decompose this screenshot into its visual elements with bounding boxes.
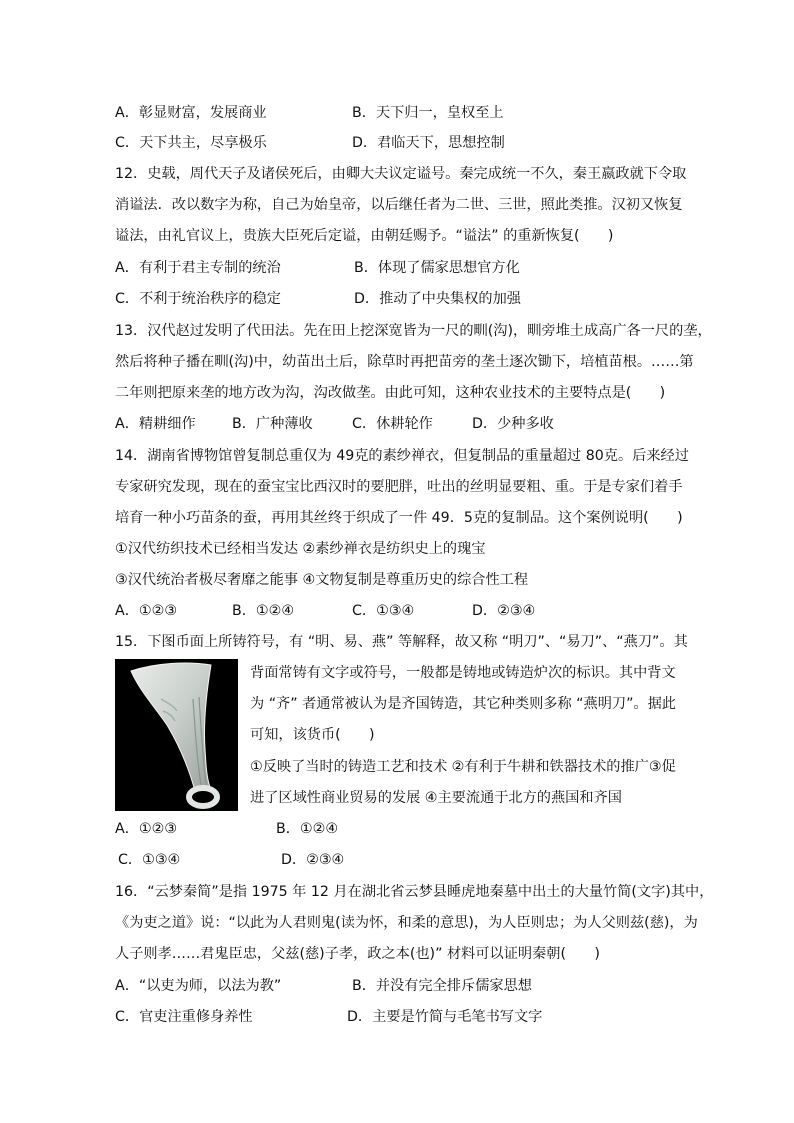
q13-option-c: C．休耕轮作 bbox=[352, 416, 433, 432]
q15-stem-line-1: 15．下图币面上所铸符号，有 “明、易、燕” 等解释，故又称 “明刀”、“易刀”、“燕刀”。其 bbox=[115, 634, 688, 650]
q14-option-c: C．①③④ bbox=[352, 603, 415, 619]
q15-stem-wrap-5: 进了区域性商业贸易的发展 ④主要流通于北方的燕国和齐国 bbox=[250, 790, 622, 806]
q15-option-d: D．②③④ bbox=[281, 852, 345, 868]
q11-option-c: C．天下共主，尽享极乐 bbox=[115, 135, 267, 151]
q13-option-b: B．广种薄收 bbox=[232, 416, 313, 432]
q12-stem-line-2: 消谥法．改以数字为称，自己为始皇帝，以后继任者为二世、三世，照此类推。汉初又恢复 bbox=[115, 197, 683, 213]
q15-option-b: B．①②④ bbox=[276, 821, 339, 837]
q15-option-c: C．①③④ bbox=[118, 852, 181, 868]
q14-option-a: A．①②③ bbox=[115, 603, 178, 619]
q15-stem-wrap-2: 为 “齐” 者通常被认为是齐国铸造，其它种类则多称 “燕明刀”。据此 bbox=[250, 696, 676, 712]
knife-coin-icon bbox=[115, 659, 238, 811]
q11-option-d: D．君临天下，思想控制 bbox=[352, 135, 505, 151]
q12-option-b: B．体现了儒家思想官方化 bbox=[354, 260, 520, 276]
q14-stem-line-1: 14．湖南省博物馆曾复制总重仅为 49克的素纱禅衣，但复制品的重量超过 80克。后来经过 bbox=[115, 448, 689, 464]
q13-stem-line-3: 二年则把原来垄的地方改为沟，沟改做垄。由此可知，这种农业技术的主要特点是( ) bbox=[115, 385, 666, 401]
q11-option-b: B．天下归一，皇权至上 bbox=[352, 105, 504, 121]
q15-stem-wrap-4: ①反映了当时的铸造工艺和技术 ②有利于牛耕和铁器技术的推广③促 bbox=[250, 759, 676, 775]
q14-statement-line-2: ③汉代统治者极尽奢靡之能事 ④文物复制是尊重历史的综合性工程 bbox=[115, 572, 529, 588]
q12-stem-line-1: 12．史载，周代天子及诸侯死后，由卿大夫议定谥号。秦完成统一不久，秦王嬴政就下令取 bbox=[115, 166, 687, 182]
q15-stem-wrap-3: 可知，该货币( ) bbox=[250, 727, 375, 743]
q12-option-c: C．不利于统治秩序的稳定 bbox=[115, 291, 281, 307]
q13-stem-line-1: 13．汉代赵过发明了代田法。先在田上挖深宽皆为一尺的甽(沟)，甽旁堆土成高广各一尺的垄， bbox=[115, 323, 712, 339]
q13-option-a: A．精耕细作 bbox=[115, 416, 196, 432]
q13-stem-line-2: 然后将种子播在甽(沟)中，幼苗出土后，除草时再把苗旁的垄土逐次锄下，培植苗根。……第 bbox=[115, 354, 694, 370]
q13-option-d: D．少种多收 bbox=[472, 416, 554, 432]
q11-option-a: A．彰显财富，发展商业 bbox=[115, 105, 267, 121]
q16-option-b: B．并没有完全排斥儒家思想 bbox=[352, 978, 532, 994]
q16-stem-line-2: 《为吏之道》说：“以此为人君则鬼(读为怀，和柔的意思)，为人臣则忠；为人父则兹(慈)，为 bbox=[115, 915, 698, 931]
q12-stem-line-3: 谥法，由礼官议上，贵族大臣死后定谥，由朝廷赐予。“谥法” 的重新恢复( ) bbox=[115, 228, 614, 244]
q14-stem-line-3: 培育一种小巧苗条的蚕，再用其丝终于织成了一件 49．5克的复制品。这个案例说明( ) bbox=[115, 510, 683, 526]
q14-option-b: B．①②④ bbox=[232, 603, 295, 619]
q16-stem-line-3: 人子则孝……君鬼臣忠，父兹(慈)子孝，政之本(也)” 材料可以证明秦朝( ) bbox=[115, 946, 600, 962]
q16-option-c: C．官吏注重修身养性 bbox=[115, 1009, 253, 1025]
q12-option-a: A．有利于君主专制的统治 bbox=[115, 260, 281, 276]
q16-stem-line-1: 16．“云梦秦简”是指 1975 年 12 月在湖北省云梦县睡虎地秦墓中出土的大量竹简(文字)其中， bbox=[115, 884, 714, 900]
q12-option-d: D．推动了中央集权的加强 bbox=[354, 291, 521, 307]
q15-option-a: A．①②③ bbox=[115, 821, 178, 837]
q14-option-d: D．②③④ bbox=[472, 603, 536, 619]
q15-stem-wrap-1: 背面常铸有文字或符号，一般都是铸地或铸造炉次的标识。其中背文 bbox=[250, 665, 676, 681]
knife-coin-photo bbox=[115, 659, 238, 811]
q16-option-d: D．主要是竹简与毛笔书写文字 bbox=[347, 1009, 543, 1025]
q16-option-a: A．“以吏为师，以法为教” bbox=[115, 978, 282, 994]
q14-statement-line-1: ①汉代纺织技术已经相当发达 ②素纱禅衣是纺织史上的瑰宝 bbox=[115, 541, 486, 557]
q14-stem-line-2: 专家研究发现，现在的蚕宝宝比西汉时的要肥胖，吐出的丝明显要粗、重。于是专家们着手 bbox=[115, 479, 683, 495]
